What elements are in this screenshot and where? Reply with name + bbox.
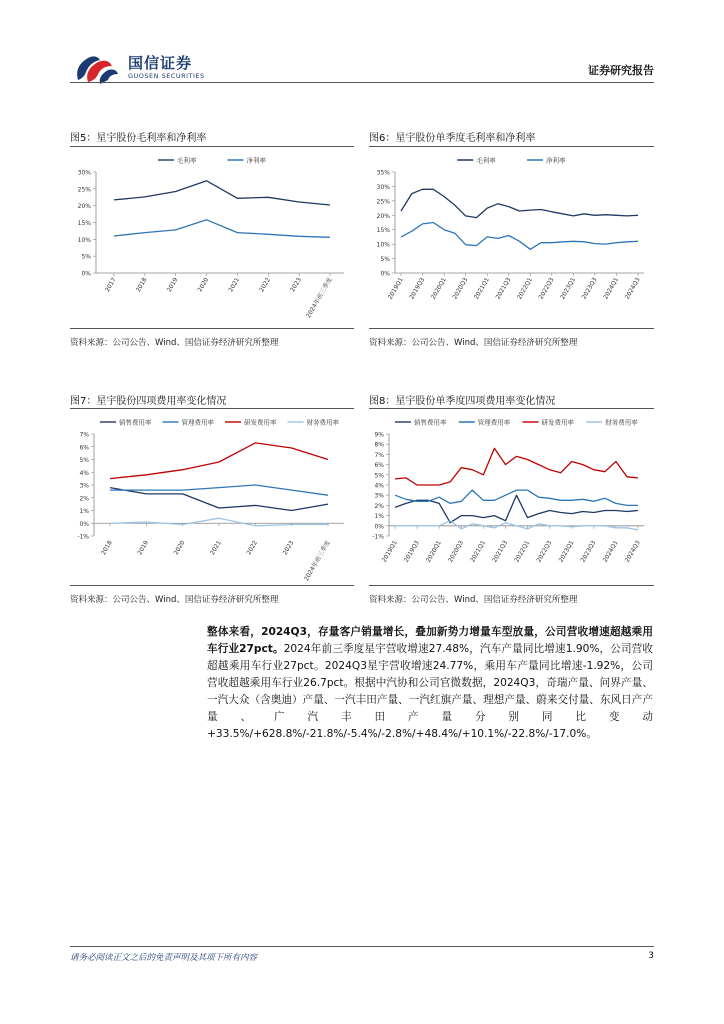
x-tick-label: 2023 bbox=[281, 539, 296, 557]
y-tick-label: 7% bbox=[374, 451, 384, 459]
body-paragraph bbox=[207, 624, 653, 743]
fig7-source: 资料来源：公司公告、Wind、国信证券经济研究所整理 bbox=[70, 595, 279, 605]
x-tick-label: 2020 bbox=[196, 276, 211, 294]
legend-label: 管理费用率 bbox=[181, 418, 214, 427]
fig7-title: 图7：星宇股份四项费用率变化情况 bbox=[70, 396, 227, 407]
y-tick-label: 2% bbox=[374, 502, 384, 510]
legend-label: 销售费用率 bbox=[414, 418, 447, 427]
x-tick-label: 2019Q3 bbox=[408, 276, 427, 301]
fig6-title-divider bbox=[369, 146, 654, 147]
fig8-title: 图8：星宇股份单季度四项费用率变化情况 bbox=[369, 396, 556, 407]
x-tick-label: 2017 bbox=[104, 276, 118, 294]
series-line bbox=[401, 223, 638, 250]
legend-label: 销售费用率 bbox=[119, 418, 152, 427]
y-tick-label: 15% bbox=[77, 220, 91, 227]
x-tick-label: 2024Q3 bbox=[623, 539, 642, 564]
legend-label: 研发费用率 bbox=[541, 418, 574, 427]
x-tick-label: 2023Q3 bbox=[580, 276, 599, 301]
y-tick-label: 5% bbox=[380, 256, 390, 264]
y-tick-label: 4% bbox=[79, 469, 89, 477]
y-tick-label: 5% bbox=[79, 457, 89, 464]
y-tick-label: 10% bbox=[376, 241, 390, 249]
fig5-source: 资料来源：公司公告、Wind、国信证券经济研究所整理 bbox=[70, 338, 279, 348]
y-tick-label: 10% bbox=[77, 236, 91, 244]
x-tick-label: 2021Q3 bbox=[491, 539, 510, 564]
y-tick-label: 0% bbox=[79, 520, 89, 528]
legend-label: 财务费用率 bbox=[306, 418, 339, 427]
y-tick-label: 25% bbox=[376, 198, 390, 206]
x-tick-label: 2019Q1 bbox=[380, 539, 399, 564]
y-tick-label: 30% bbox=[77, 169, 91, 177]
y-tick-label: 0% bbox=[81, 270, 91, 278]
fig5-title: 图5：星宇股份毛利率和净利率 bbox=[70, 133, 207, 144]
legend-label: 毛利率 bbox=[476, 156, 496, 165]
x-tick-label: 2020Q1 bbox=[429, 276, 448, 301]
x-tick-label: 2023Q1 bbox=[557, 539, 576, 564]
header-divider bbox=[70, 82, 654, 83]
x-tick-label: 2022 bbox=[258, 276, 273, 294]
report-type-label: 证券研究报告 bbox=[588, 64, 654, 77]
footer-disclaimer: 请务必阅读正文之后的免责声明及其项下所有内容 bbox=[70, 953, 258, 963]
y-tick-label: 5% bbox=[374, 472, 384, 480]
y-tick-label: 1% bbox=[374, 513, 384, 521]
series-line bbox=[395, 490, 638, 505]
fig5-title-divider bbox=[70, 146, 354, 147]
x-tick-label: 2021 bbox=[227, 276, 242, 294]
x-tick-label: 2021Q1 bbox=[472, 276, 491, 301]
x-tick-label: 2023Q1 bbox=[559, 276, 578, 301]
series-line bbox=[401, 189, 638, 217]
y-tick-label: 2% bbox=[79, 495, 89, 503]
brand-logo-icon bbox=[70, 50, 122, 86]
paragraph-lead: 整体来看，2024Q3，存量客户销量增长，叠加新势力增量车型放量，公司营收增速超越乘用车行业27pct。 bbox=[207, 626, 653, 655]
legend-label: 财务费用率 bbox=[605, 418, 638, 427]
y-tick-label: 3% bbox=[79, 482, 89, 490]
fig7-title-divider bbox=[70, 408, 354, 409]
legend-label: 毛利率 bbox=[177, 156, 197, 165]
series-line bbox=[114, 181, 330, 205]
series-line bbox=[395, 448, 638, 485]
y-tick-label: 30% bbox=[376, 183, 390, 191]
y-tick-label: -1% bbox=[372, 533, 384, 541]
fig8-chart bbox=[369, 412, 654, 582]
x-tick-label: 2018 bbox=[100, 539, 114, 557]
x-tick-label: 2019 bbox=[165, 276, 180, 294]
x-tick-label: 2024Q1 bbox=[602, 276, 621, 301]
x-tick-label: 2023Q3 bbox=[579, 539, 598, 564]
x-tick-label: 2020Q3 bbox=[451, 276, 470, 301]
y-tick-label: 15% bbox=[376, 227, 390, 235]
fig7-chart bbox=[70, 412, 354, 582]
y-tick-label: 4% bbox=[374, 482, 384, 490]
y-tick-label: 9% bbox=[374, 431, 384, 439]
fig6-source-divider bbox=[369, 328, 654, 329]
y-tick-label: 35% bbox=[376, 169, 390, 177]
y-tick-label: 20% bbox=[77, 203, 91, 211]
y-tick-label: 1% bbox=[79, 508, 89, 515]
x-tick-label: 2019Q1 bbox=[386, 276, 405, 301]
y-tick-label: 7% bbox=[79, 431, 89, 439]
x-tick-label: 2022Q3 bbox=[537, 276, 556, 301]
x-tick-label: 2022Q3 bbox=[535, 539, 554, 564]
x-tick-label: 2024年前三季度 bbox=[303, 539, 332, 582]
x-tick-label: 2021Q1 bbox=[469, 539, 488, 564]
x-tick-label: 2024Q1 bbox=[601, 539, 620, 564]
x-tick-label: 2020Q1 bbox=[424, 539, 443, 564]
y-tick-label: 6% bbox=[374, 462, 384, 470]
x-tick-label: 2019Q3 bbox=[402, 539, 421, 564]
fig6-chart bbox=[369, 150, 654, 325]
series-line bbox=[110, 443, 328, 479]
y-tick-label: -1% bbox=[77, 533, 89, 541]
fig8-source: 资料来源：公司公告、Wind、国信证券经济研究所整理 bbox=[369, 595, 578, 605]
y-tick-label: 5% bbox=[81, 253, 91, 261]
y-tick-label: 8% bbox=[374, 441, 384, 449]
x-tick-label: 2024Q3 bbox=[623, 276, 642, 301]
brand-name: 国信证券 bbox=[128, 54, 193, 72]
page-number: 3 bbox=[648, 951, 654, 961]
legend-label: 管理费用率 bbox=[477, 418, 511, 427]
fig5-chart bbox=[70, 150, 354, 325]
x-tick-label: 2024年前三季度 bbox=[305, 276, 334, 320]
y-tick-label: 6% bbox=[79, 444, 89, 452]
paragraph-body: 2024年前三季度星宇营收增速27.48%，汽车产量同比增速1.90%，公司营收超越乘用车行业27pct。2024Q3星宇营收增速24.77%，乘用车产量同比增速-1.92%，公司营收超越乘用车行业26.7pct。根据中汽协和公司官微数据，2024Q3，奇瑞产量、问界产量、一汽大众（含奥迪）产量、一汽丰田产量、一汽红旗产量、理想产量、蔚来交付量、东风日产产量、广汽丰田产量分别同比变动+33.5%/+628.8%/-21.8%/-5.4%/-2.8%/+48.4%/+10.1%/-22.8%/-17.0%。 bbox=[207, 643, 653, 740]
x-tick-label: 2020 bbox=[172, 539, 187, 557]
fig7-source-divider bbox=[70, 585, 354, 586]
fig8-title-divider bbox=[369, 408, 654, 409]
series-line bbox=[114, 220, 330, 238]
x-tick-label: 2023 bbox=[289, 276, 303, 294]
fig8-source-divider bbox=[369, 585, 654, 586]
x-tick-label: 2022Q1 bbox=[513, 539, 532, 564]
y-tick-label: 20% bbox=[376, 212, 390, 220]
x-tick-label: 2018 bbox=[134, 276, 149, 294]
y-tick-label: 3% bbox=[374, 492, 384, 500]
fig6-source: 资料来源：公司公告、Wind、国信证券经济研究所整理 bbox=[369, 338, 578, 348]
x-tick-label: 2021Q3 bbox=[494, 276, 513, 301]
legend-label: 净利率 bbox=[246, 156, 266, 165]
legend-label: 研发费用率 bbox=[244, 418, 277, 427]
y-tick-label: 0% bbox=[374, 523, 384, 531]
x-tick-label: 2020Q3 bbox=[447, 539, 466, 564]
footer-divider bbox=[70, 946, 654, 947]
x-tick-label: 2022 bbox=[245, 539, 260, 557]
series-line bbox=[395, 521, 638, 530]
x-tick-label: 2022Q1 bbox=[516, 276, 535, 301]
fig6-title: 图6：星宇股份单季度毛利率和净利率 bbox=[369, 133, 536, 144]
x-tick-label: 2019 bbox=[136, 539, 151, 557]
brand-name-en: GUOSEN SECURITIES bbox=[128, 72, 205, 80]
legend-label: 净利率 bbox=[545, 156, 566, 165]
x-tick-label: 2021 bbox=[209, 539, 223, 557]
y-tick-label: 25% bbox=[77, 186, 91, 194]
y-tick-label: 0% bbox=[380, 270, 390, 278]
fig5-source-divider bbox=[70, 328, 354, 329]
